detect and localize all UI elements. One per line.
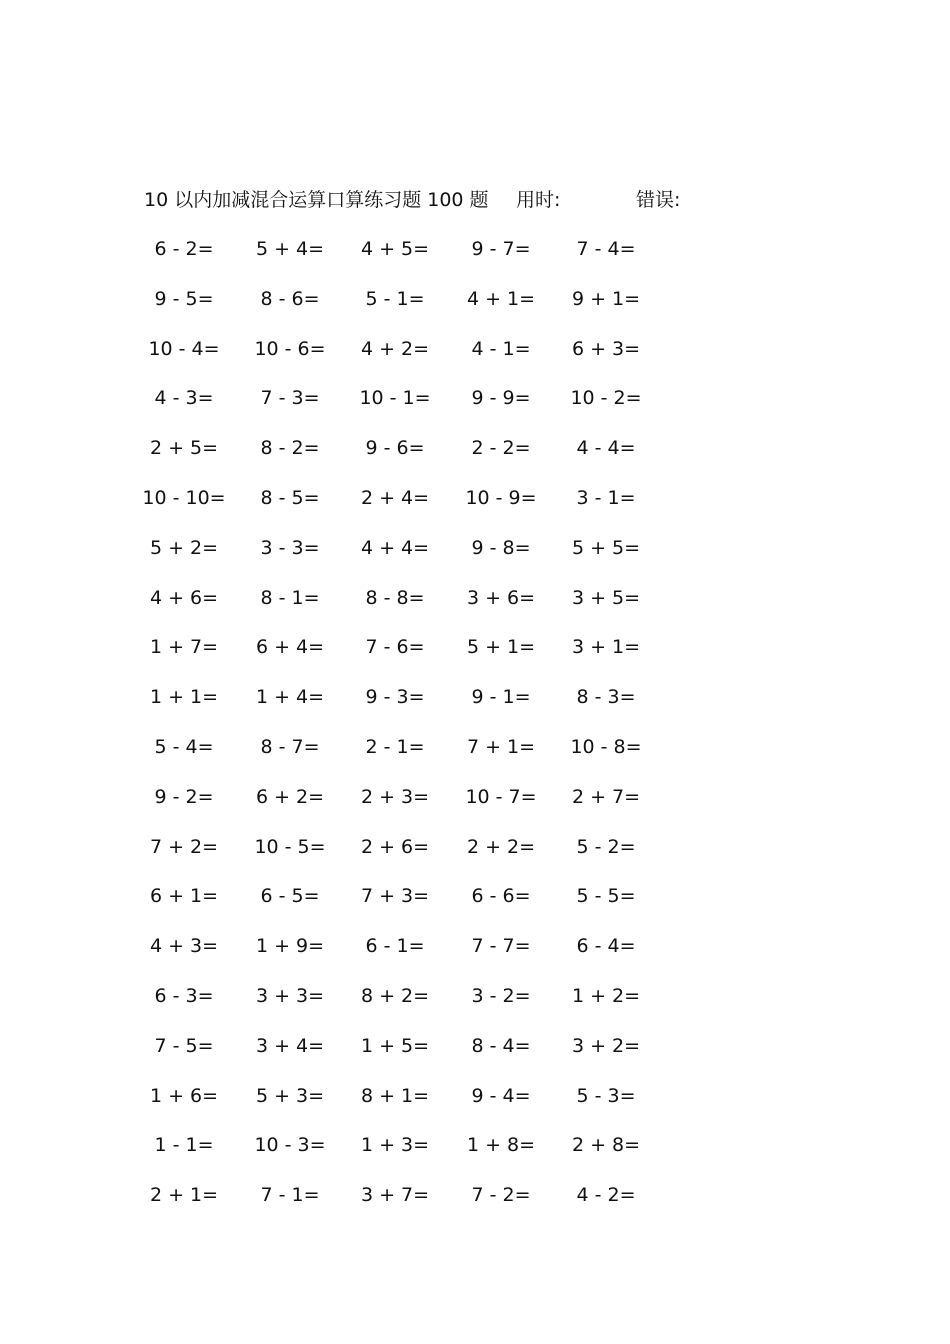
problem-row <box>0 733 950 783</box>
problem-row <box>0 783 950 833</box>
problem-item: 3 - 1= <box>576 486 636 509</box>
problem-row <box>0 1131 950 1181</box>
problem-row <box>0 235 950 285</box>
problem-item: 2 - 2= <box>471 437 531 460</box>
problem-item: 1 + 6= <box>149 1084 219 1107</box>
problem-item: 5 - 1= <box>365 287 425 310</box>
problem-item: 2 + 8= <box>571 1134 641 1157</box>
problem-item: 10 - 9= <box>465 486 537 509</box>
problem-item: 5 - 4= <box>154 735 214 758</box>
problem-row <box>0 683 950 733</box>
problem-item: 9 - 3= <box>365 686 425 709</box>
problem-row <box>0 1032 950 1082</box>
problem-item: 7 + 3= <box>360 885 430 908</box>
problem-item: 5 + 4= <box>255 238 325 260</box>
problem-item: 5 - 5= <box>576 885 636 908</box>
problem-item: 9 - 4= <box>471 1084 531 1107</box>
problem-item: 1 + 1= <box>149 686 219 709</box>
problem-row <box>0 384 950 434</box>
problem-item: 9 - 5= <box>154 287 214 310</box>
problem-item: 6 - 3= <box>154 984 214 1007</box>
problem-item: 7 - 2= <box>471 1184 531 1207</box>
problem-item: 7 - 1= <box>260 1184 320 1207</box>
problem-item: 7 - 5= <box>154 1034 214 1057</box>
problem-item: 10 - 2= <box>570 387 642 410</box>
problem-item: 1 - 1= <box>154 1134 214 1157</box>
problem-item: 1 + 9= <box>255 935 325 958</box>
problem-row <box>0 484 950 534</box>
problem-row <box>0 285 950 335</box>
problem-item: 5 + 1= <box>466 636 536 659</box>
problem-item: 1 + 4= <box>255 686 325 709</box>
problem-item: 8 - 5= <box>260 486 320 509</box>
problem-item: 9 + 1= <box>571 287 641 310</box>
problem-item: 4 + 4= <box>360 536 430 559</box>
problem-item: 2 + 4= <box>360 486 430 509</box>
problem-item: 6 + 1= <box>149 885 219 908</box>
problem-item: 2 - 1= <box>365 735 425 758</box>
worksheet-title: 10 以内加减混合运算口算练习题 100 题 <box>144 189 489 211</box>
problem-item: 10 - 3= <box>254 1134 326 1157</box>
problem-item: 6 - 1= <box>365 935 425 958</box>
problem-item: 8 + 1= <box>360 1084 430 1107</box>
problem-item: 8 - 7= <box>260 735 320 758</box>
problem-item: 7 + 1= <box>466 735 536 758</box>
problem-item: 8 - 8= <box>365 586 425 609</box>
problem-item: 3 + 2= <box>571 1034 641 1057</box>
problem-item: 7 - 3= <box>260 387 320 410</box>
problem-item: 9 - 8= <box>471 536 531 559</box>
problem-item: 8 + 2= <box>360 984 430 1007</box>
problem-item: 6 - 2= <box>154 238 214 260</box>
problem-item: 2 + 2= <box>466 835 536 858</box>
problem-item: 3 + 7= <box>360 1184 430 1207</box>
problem-item: 9 - 7= <box>471 238 531 260</box>
problem-item: 7 - 7= <box>471 935 531 958</box>
problem-item: 5 + 2= <box>149 536 219 559</box>
problem-item: 7 + 2= <box>149 835 219 858</box>
problem-item: 3 + 3= <box>255 984 325 1007</box>
problem-item: 4 + 2= <box>360 337 430 360</box>
problem-item: 6 - 5= <box>260 885 320 908</box>
problem-item: 4 - 3= <box>154 387 214 410</box>
problem-item: 4 - 4= <box>576 437 636 460</box>
problem-item: 9 - 6= <box>365 437 425 460</box>
problem-item: 5 - 2= <box>576 835 636 858</box>
problem-item: 10 - 1= <box>359 387 431 410</box>
problem-item: 8 - 1= <box>260 586 320 609</box>
problem-item: 8 - 6= <box>260 287 320 310</box>
problem-grid <box>0 235 950 1231</box>
problem-row <box>0 534 950 584</box>
problem-item: 5 + 3= <box>255 1084 325 1107</box>
problem-item: 1 + 5= <box>360 1034 430 1057</box>
problem-row <box>0 932 950 982</box>
problem-item: 5 + 5= <box>571 536 641 559</box>
problem-item: 2 + 7= <box>571 785 641 808</box>
problem-item: 10 - 6= <box>254 337 326 360</box>
problem-item: 6 - 4= <box>576 935 636 958</box>
problem-item: 5 - 3= <box>576 1084 636 1107</box>
problem-row <box>0 882 950 932</box>
problem-item: 3 + 5= <box>571 586 641 609</box>
problem-item: 2 + 6= <box>360 835 430 858</box>
problem-row <box>0 982 950 1032</box>
problem-item: 1 + 8= <box>466 1134 536 1157</box>
problem-item: 10 - 8= <box>570 735 642 758</box>
problem-item: 8 - 2= <box>260 437 320 460</box>
problem-item: 1 + 3= <box>360 1134 430 1157</box>
problem-item: 4 + 1= <box>466 287 536 310</box>
problem-item: 9 - 2= <box>154 785 214 808</box>
problem-row <box>0 335 950 385</box>
problem-item: 2 + 3= <box>360 785 430 808</box>
problem-row <box>0 1181 950 1231</box>
problem-item: 2 + 5= <box>149 437 219 460</box>
problem-item: 3 + 4= <box>255 1034 325 1057</box>
problem-item: 4 + 6= <box>149 586 219 609</box>
problem-item: 1 + 2= <box>571 984 641 1007</box>
problem-item: 9 - 9= <box>471 387 531 410</box>
problem-item: 4 - 2= <box>576 1184 636 1207</box>
problem-item: 7 - 4= <box>576 238 636 260</box>
problem-item: 7 - 6= <box>365 636 425 659</box>
problem-item: 8 - 3= <box>576 686 636 709</box>
problem-item: 8 - 4= <box>471 1034 531 1057</box>
problem-row <box>0 434 950 484</box>
problem-item: 10 - 4= <box>148 337 220 360</box>
problem-item: 3 - 3= <box>260 536 320 559</box>
problem-item: 4 + 5= <box>360 238 430 260</box>
problem-item: 4 - 1= <box>471 337 531 360</box>
problem-row <box>0 1082 950 1132</box>
problem-item: 10 - 5= <box>254 835 326 858</box>
problem-row <box>0 833 950 883</box>
errors-label: 错误: <box>636 189 681 211</box>
problem-row <box>0 633 950 683</box>
time-used-label: 用时: <box>516 189 561 211</box>
problem-item: 9 - 1= <box>471 686 531 709</box>
problem-item: 3 + 6= <box>466 586 536 609</box>
problem-item: 6 + 2= <box>255 785 325 808</box>
problem-item: 6 + 4= <box>255 636 325 659</box>
problem-item: 1 + 7= <box>149 636 219 659</box>
problem-item: 10 - 7= <box>465 785 537 808</box>
problem-row <box>0 584 950 634</box>
problem-item: 6 - 6= <box>471 885 531 908</box>
problem-item: 4 + 3= <box>149 935 219 958</box>
problem-item: 3 + 1= <box>571 636 641 659</box>
problem-item: 3 - 2= <box>471 984 531 1007</box>
problem-item: 10 - 10= <box>142 486 226 509</box>
problem-item: 2 + 1= <box>149 1184 219 1207</box>
problem-item: 6 + 3= <box>571 337 641 360</box>
